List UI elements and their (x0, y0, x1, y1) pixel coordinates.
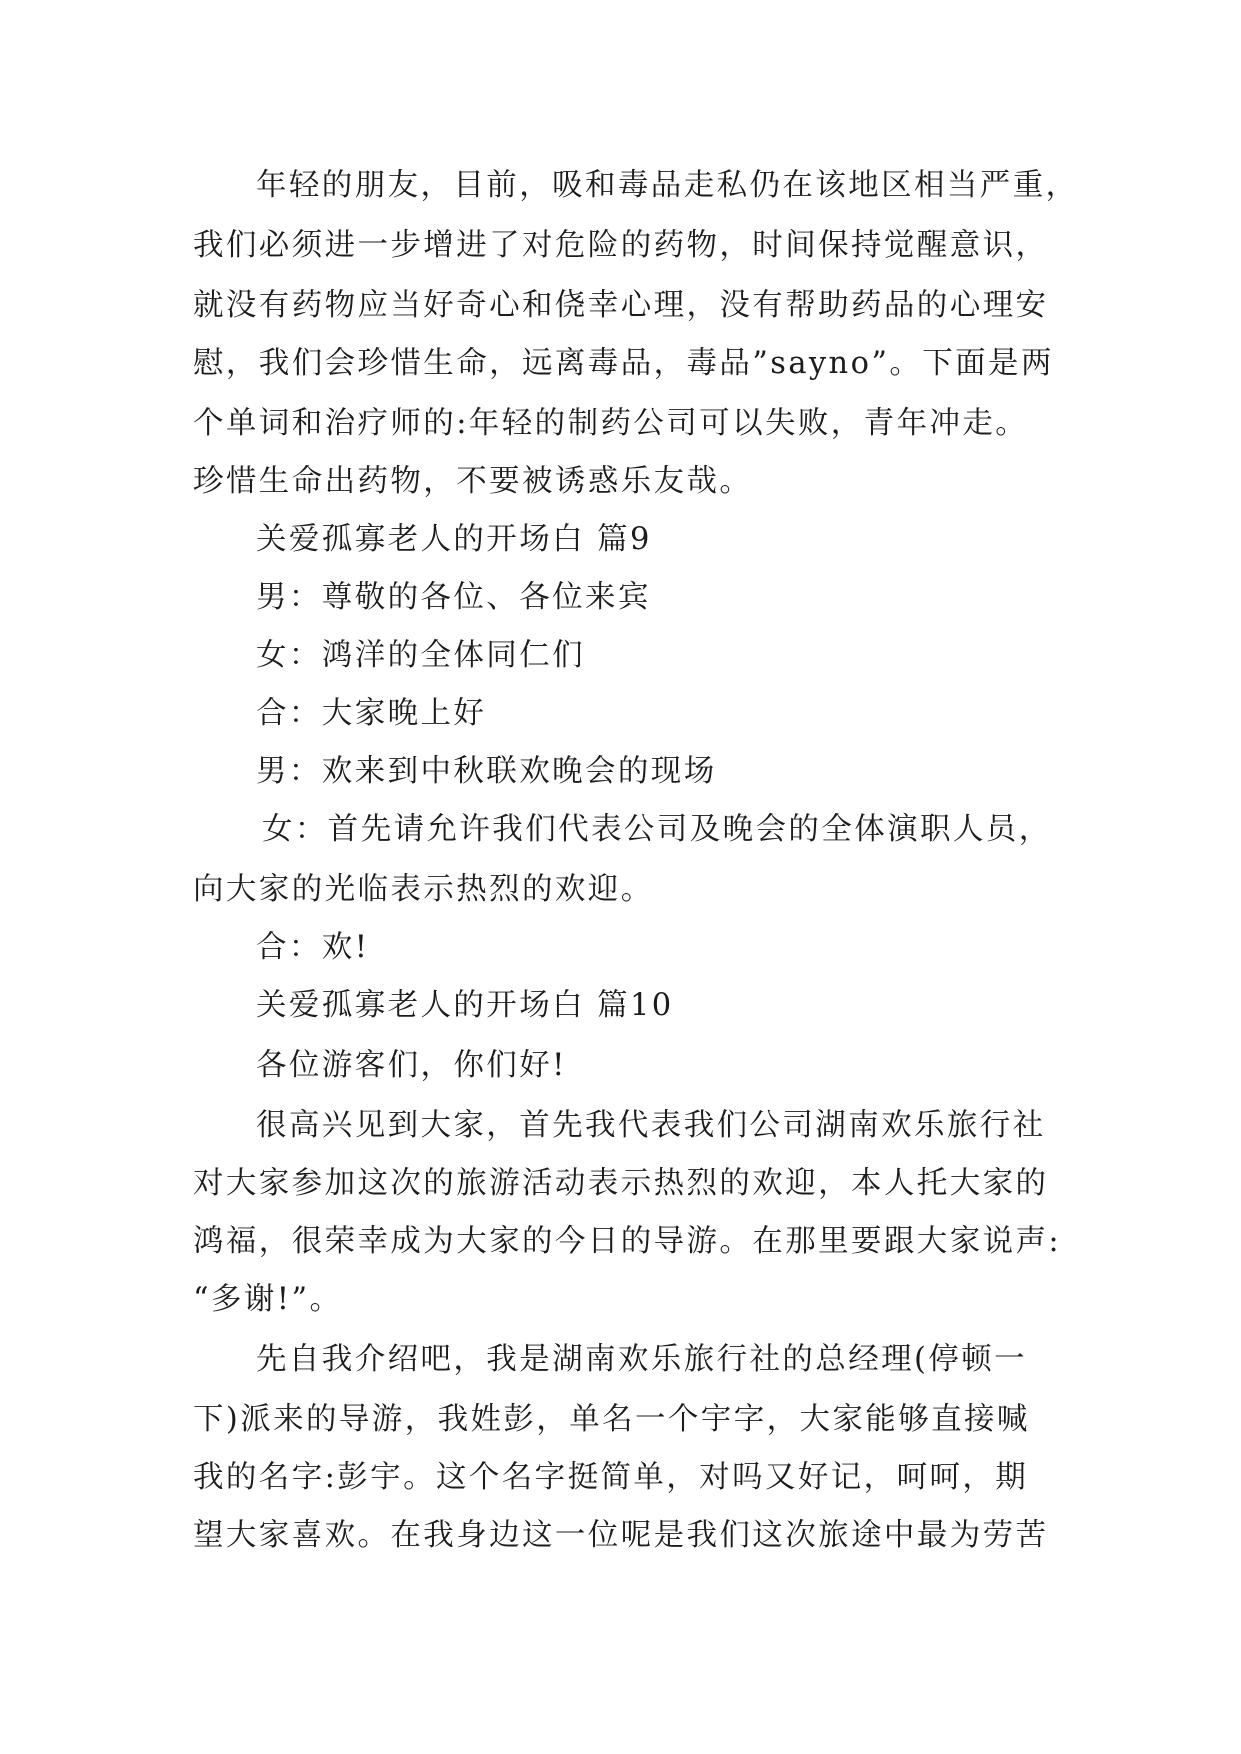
text-line: 个单词和治疗师的:年轻的制药公司可以失败，青年冲走。 (193, 406, 1029, 441)
section-heading: 关爱孤寡老人的开场白 篇9 (256, 522, 652, 557)
section-heading: 关爱孤寡老人的开场白 篇10 (256, 988, 674, 1023)
text-line: 我们必须进一步增进了对危险的药物，时间保持觉醒意识， (193, 228, 1049, 263)
text-line: 女：首先请允许我们代表公司及晚会的全体演职人员， (262, 812, 1052, 847)
text-line: 望大家喜欢。在我身边这一位呢是我们这次旅途中最为劳苦 (193, 1518, 1049, 1553)
text-line: 珍惜生命出药物，不要被诱惑乐友哉。 (193, 464, 753, 499)
text-line: 鸿福，很荣幸成为大家的今日的导游。在那里要跟大家说声: (193, 1224, 1062, 1259)
text-line: 我的名字:彭宇。这个名字挺简单，对吗又好记，呵呵，期 (193, 1460, 1029, 1495)
text-line: 很高兴见到大家，首先我代表我们公司湖南欢乐旅行社 (256, 1108, 1046, 1143)
text-line: 年轻的朋友，目前，吸和毒品走私仍在该地区相当严重， (256, 168, 1079, 203)
text-line: 女：鸿洋的全体同仁们 (256, 638, 585, 673)
text-line: 先自我介绍吧，我是湖南欢乐旅行社的总经理(停顿一 (256, 1342, 1027, 1377)
text-line: 慰，我们会珍惜生命，远离毒品，毒品”sayno”。下面是两 (193, 346, 1054, 381)
text-line: “多谢!”。 (193, 1282, 343, 1317)
text-line: 下)派来的导游，我姓彭，单名一个宇字，大家能够直接喊 (193, 1402, 1030, 1437)
text-line: 男：尊敬的各位、各位来宾 (256, 580, 651, 615)
text-line: 男：欢来到中秋联欢晚会的现场 (256, 754, 717, 789)
text-line: 合：欢! (256, 930, 370, 965)
text-line: 向大家的光临表示热烈的欢迎。 (193, 872, 654, 907)
text-line: 合：大家晚上好 (256, 696, 487, 731)
text-line: 对大家参加这次的旅游活动表示热烈的欢迎，本人托大家的 (193, 1166, 1049, 1201)
text-line: 各位游客们，你们好! (256, 1048, 567, 1083)
text-line: 就没有药物应当好奇心和侥幸心理，没有帮助药品的心理安 (193, 288, 1049, 323)
